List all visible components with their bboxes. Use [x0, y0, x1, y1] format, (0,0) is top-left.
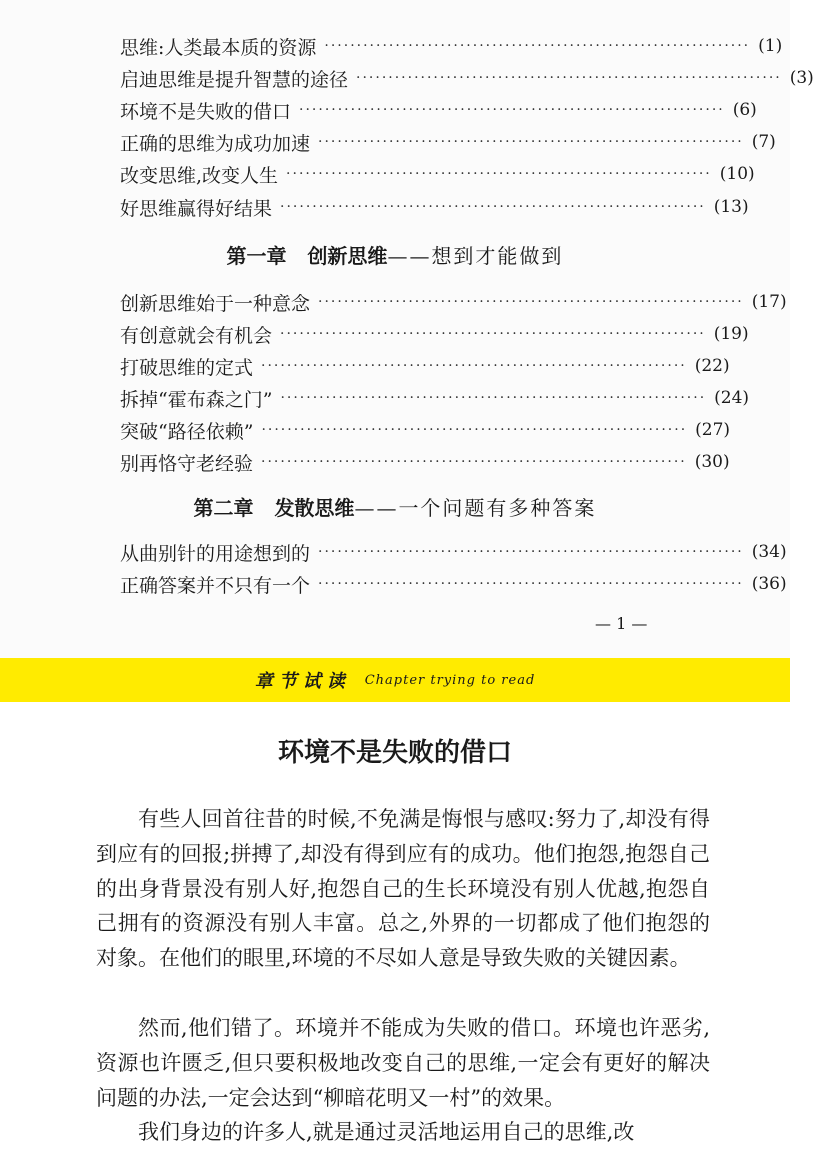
- banner-title-en: Chapter trying to read: [364, 672, 536, 688]
- toc-entry-title: 改变思维,改变人生: [120, 164, 279, 187]
- chapter-title: 发散思维: [274, 496, 355, 520]
- toc-leader: ··································································: [318, 544, 744, 560]
- toc-entry[interactable]: [120, 64, 814, 92]
- toc-leader: ··································································: [324, 38, 751, 54]
- toc-entry-title: 打破思维的定式: [120, 356, 254, 379]
- toc-entry-page: (1): [758, 36, 783, 56]
- toc-entry[interactable]: [120, 448, 730, 476]
- toc-leader: ··································································: [318, 576, 744, 592]
- toc-leader: ··································································: [280, 390, 707, 406]
- chapter-label: 第一章: [226, 244, 287, 268]
- chapter-label: 第二章: [193, 496, 254, 520]
- toc-entry-page: (34): [751, 542, 787, 562]
- chapter-1-heading: [0, 242, 790, 270]
- toc-leader: ··································································: [286, 166, 712, 182]
- toc-leader: ··································································: [356, 70, 782, 86]
- toc-entry-page: (24): [714, 388, 750, 408]
- toc-leader: ··································································: [280, 199, 706, 215]
- toc-entry-title: 有创意就会有机会: [120, 324, 273, 347]
- toc-entry-title: 拆掉“霍布森之门”: [120, 388, 273, 411]
- toc-leader: ··································································: [261, 454, 687, 470]
- page-number: — 1 —: [595, 614, 648, 633]
- toc-entry[interactable]: [120, 160, 755, 188]
- toc-entry-title: 别再恪守老经验: [120, 452, 254, 475]
- chapter-subtitle: ——一个问题有多种答案: [354, 496, 597, 520]
- toc-entry[interactable]: [120, 128, 776, 156]
- toc-entry-page: (10): [719, 164, 755, 184]
- toc-entry-page: (22): [694, 356, 730, 376]
- toc-entry[interactable]: [120, 570, 787, 598]
- toc-entry[interactable]: [120, 320, 749, 348]
- toc-leader: ··································································: [299, 102, 725, 118]
- toc-entry-title: 创新思维始于一种意念: [120, 292, 311, 315]
- toc-entry-title: 突破“路径依赖”: [120, 420, 254, 443]
- toc-entry-title: 环境不是失败的借口: [120, 100, 292, 123]
- toc-entry[interactable]: [120, 193, 749, 221]
- toc-entry-title: 正确答案并不只有一个: [120, 574, 311, 597]
- toc-entry-page: (19): [713, 324, 749, 344]
- chapter-preview-banner: [0, 658, 790, 702]
- toc-entry-page: (7): [751, 132, 776, 152]
- chapter-2-heading: [0, 494, 790, 522]
- toc-leader: ··································································: [280, 326, 706, 342]
- toc-entry-title: 从曲别针的用途想到的: [120, 542, 311, 565]
- toc-entry-title: 正确的思维为成功加速: [120, 132, 311, 155]
- toc-entry-page: (3): [789, 68, 814, 88]
- toc-entry[interactable]: [120, 32, 783, 60]
- toc-leader: ··································································: [318, 294, 744, 310]
- toc-entry-page: (6): [732, 100, 757, 120]
- article-paragraph: 有些人回首往昔的时候,不免满是悔恨与感叹:努力了,却没有得到应有的回报;拼搏了,却没有得到应有的成功。他们抱怨,抱怨自己的出身背景没有别人好,抱怨自己的生长环境没有别人优越,抱怨自己拥有的资源没有别人丰富。总之,外界的一切都成了他们抱怨的对象。在他们的眼里,环境的不尽如人意是导致失败的关键因素。: [96, 807, 710, 971]
- article-paragraph: 我们身边的许多人,就是通过灵活地运用自己的思维,改: [138, 1120, 635, 1144]
- toc-entry-title: 好思维赢得好结果: [120, 197, 273, 220]
- toc-entry-page: (17): [751, 292, 787, 312]
- toc-entry-page: (30): [694, 452, 730, 472]
- toc-entry[interactable]: [120, 538, 787, 566]
- toc-entry-title: 启迪思维是提升智慧的途径: [120, 68, 349, 91]
- toc-entry-page: (27): [695, 420, 731, 440]
- toc-entry-page: (13): [713, 197, 749, 217]
- toc-leader: ··································································: [261, 358, 687, 374]
- chapter-title: 创新思维: [307, 244, 388, 268]
- toc-entry[interactable]: [120, 384, 750, 412]
- article-title: 环境不是失败的借口: [277, 738, 512, 768]
- toc-leader: ··································································: [318, 134, 744, 150]
- banner-title-cn: 章节试读: [254, 671, 351, 692]
- toc-entry-title: 思维:人类最本质的资源: [120, 36, 317, 59]
- article-paragraph: 然而,他们错了。环境并不能成为失败的借口。环境也许恶劣,资源也许匮乏,但只要积极地改变自己的思维,一定会有更好的解决问题的办法,一定会达到“柳暗花明又一村”的效果。: [96, 1016, 710, 1110]
- chapter-subtitle: ——想到才能做到: [387, 244, 564, 268]
- toc-entry[interactable]: [120, 416, 731, 444]
- toc-entry[interactable]: [120, 288, 787, 316]
- toc-entry[interactable]: [120, 96, 757, 124]
- toc-entry[interactable]: [120, 352, 730, 380]
- toc-leader: ··································································: [261, 422, 688, 438]
- toc-entry-page: (36): [751, 574, 787, 594]
